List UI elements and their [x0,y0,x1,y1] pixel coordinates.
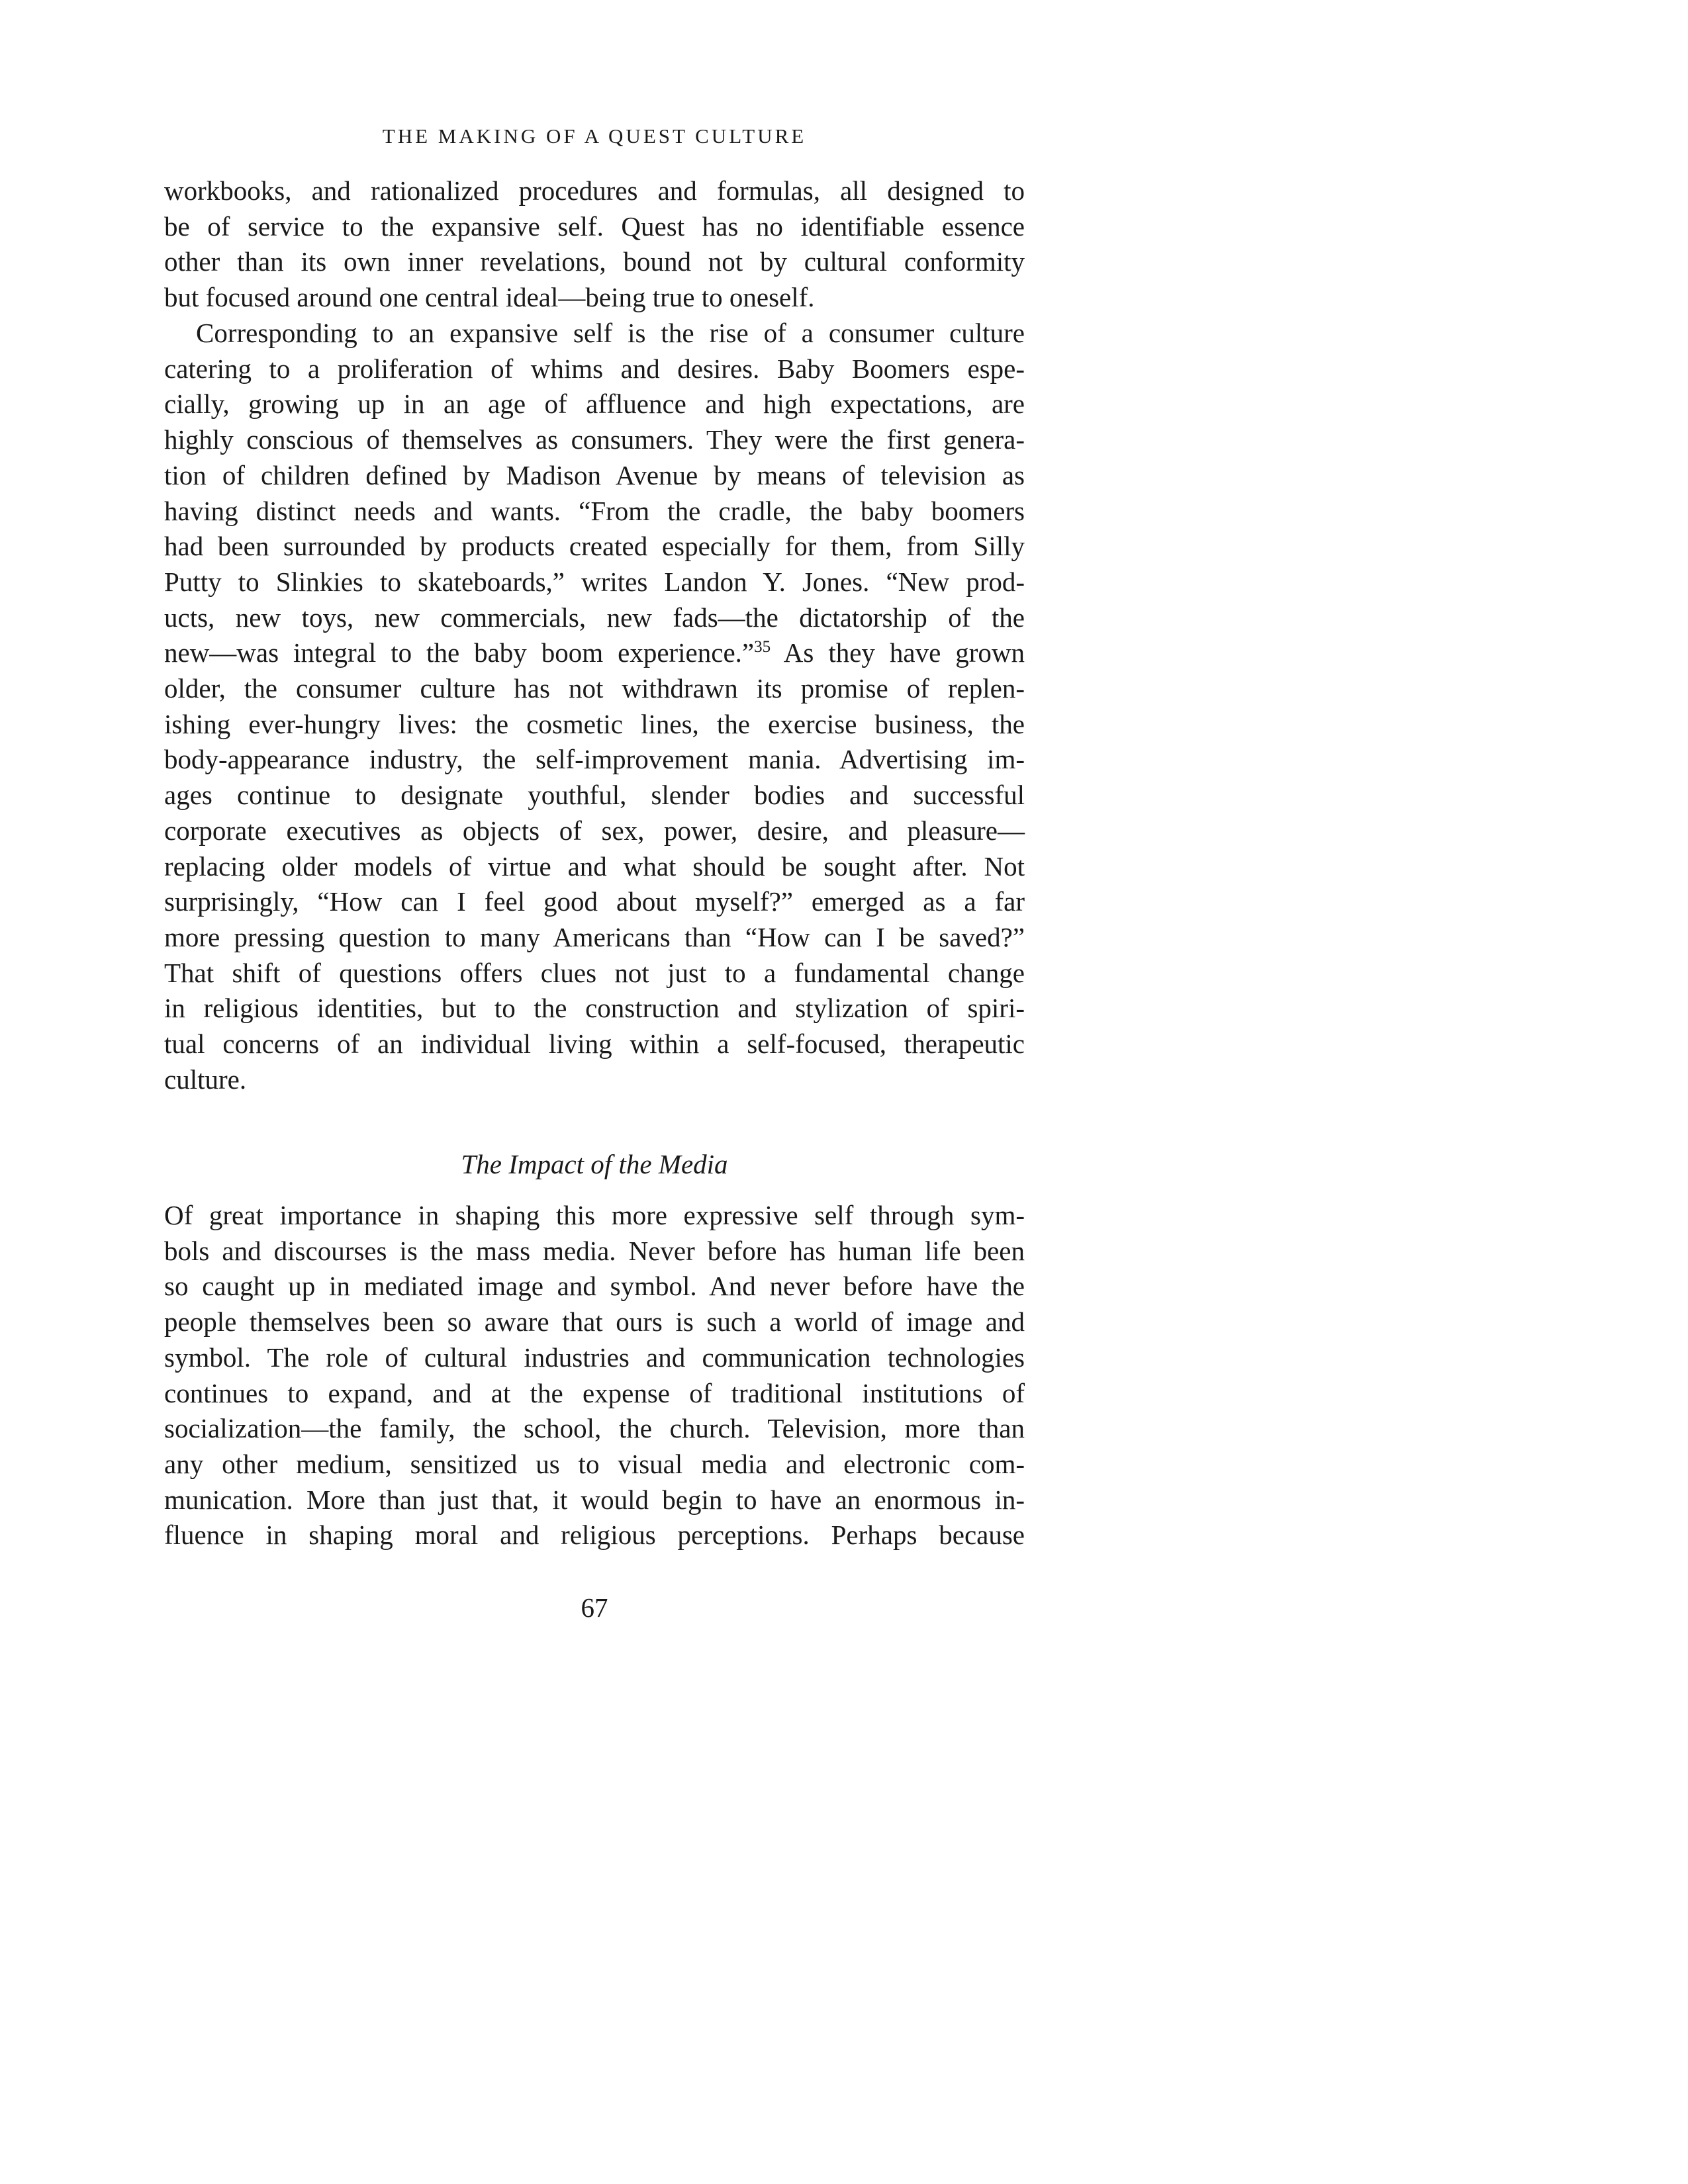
text-line: socialization—the family, the school, the church. Television, more than [164,1413,1025,1444]
text-line: symbol. The role of cultural industries and communication technologies [164,1342,1025,1373]
text-line: Putty to Slinkies to skateboards,” writes Landon Y. Jones. “New prod- [164,566,1025,597]
text-line: highly conscious of themselves as consumers. They were the first genera- [164,424,1025,455]
footnote-reference[interactable]: 35 [754,638,771,657]
paragraph-1 [164,173,1025,316]
text-line: any other medium, sensitized us to visual media and electronic com- [164,1448,1025,1479]
section-heading: The Impact of the Media [461,1149,728,1179]
text-line: older, the consumer culture has not withdrawn its promise of replen- [164,673,1025,704]
text-line: having distinct needs and wants. “From the cradle, the baby boomers [164,495,1025,526]
text-line: cially, growing up in an age of affluence and high expectations, are [164,388,1025,420]
text-line: replacing older models of virtue and what should be sought after. Not [164,850,1025,882]
text-line: so caught up in mediated image and symbol. And never before have the [164,1271,1025,1302]
text-line: Corresponding to an expansive self is the rise of a consumer culture [196,318,1025,348]
text-line: Of great importance in shaping this more expressive self through sym- [164,1200,1025,1230]
text-line: other than its own inner revelations, bound not by cultural conformity [164,246,1025,277]
text-line: had been surrounded by products created especially for them, from Silly [164,531,1025,562]
text-line: ucts, new toys, new commercials, new fads—the dictatorship of the [164,602,1025,633]
text-line: culture. [164,1064,247,1095]
text-line: bols and discourses is the mass media. Never before has human life been [164,1235,1025,1266]
page-number: 67 [581,1592,608,1623]
text-line: surprisingly, “How can I feel good about myself?” emerged as a far [164,886,1025,917]
text-line: in religious identities, but to the construction and stylization of spiri- [164,993,1025,1024]
text-segment: As they have grown [771,637,1025,668]
text-line: people themselves been so aware that ours is such a world of image and [164,1306,1025,1338]
text-line: ishing ever-hungry lives: the cosmetic lines, the exercise business, the [164,708,1025,739]
text-line: more pressing question to many Americans than “How can I be saved?” [164,921,1025,952]
paragraph-3 [164,1198,1025,1553]
paragraph-2 [164,316,1025,1097]
text-segment: new—was integral to the baby boom experience.” [164,637,755,668]
text-line: be of service to the expansive self. Quest has no identifiable essence [164,210,1025,242]
text-line: corporate executives as objects of sex, power, desire, and pleasure— [164,815,1025,846]
text-line: tion of children defined by Madison Avenue by means of television as [164,459,1025,490]
text-line: body-appearance industry, the self-improvement mania. Advertising im- [164,744,1025,775]
text-line-with-footnote [164,635,1025,671]
text-line: That shift of questions offers clues not just to a fundamental change [164,957,1025,988]
running-head: THE MAKING OF A QUEST CULTURE [382,124,807,148]
text-line: but focused around one central ideal—being true to oneself. [164,282,815,313]
text-line: continues to expand, and at the expense of traditional institutions of [164,1377,1025,1408]
text-line: ages continue to designate youthful, slender bodies and successful [164,780,1025,811]
text-line: tual concerns of an individual living within a self-focused, therapeutic [164,1028,1025,1060]
text-line: catering to a proliferation of whims and desires. Baby Boomers espe- [164,353,1025,384]
text-line: fluence in shaping moral and religious perceptions. Perhaps because [164,1520,1025,1551]
text-line: workbooks, and rationalized procedures and formulas, all designed to [164,175,1025,206]
text-line: munication. More than just that, it would begin to have an enormous in- [164,1484,1025,1515]
